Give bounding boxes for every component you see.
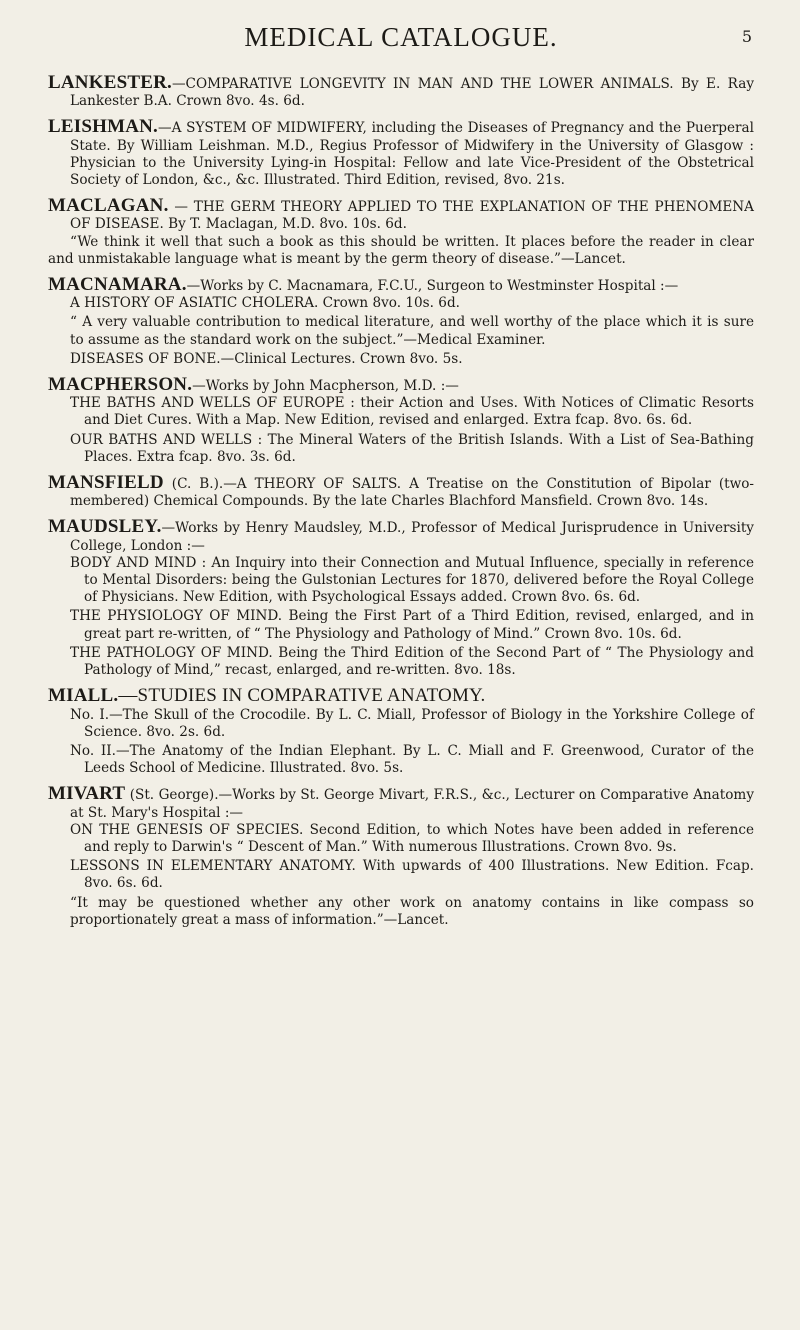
entry-maclagan [48, 197, 754, 268]
review-quote: “We think it well that such a book as this should be written. It places before the reader in clear and unmistakable language what is meant by the germ theory of disease.”—Lancet. [48, 233, 754, 267]
running-title: MEDICAL CATALOGUE. [244, 22, 558, 52]
works-list [70, 295, 754, 368]
works-list [70, 707, 754, 778]
entry-text: (C. B.).—A THEORY OF SALTS. A Treatise on the Constitution of Bipolar (two-membered) Chemical Compounds. By the late Charles Blachford Mansfield. Crown 8vo. 14s. [70, 476, 754, 510]
entry-leishman [48, 118, 754, 189]
entry-text: —Works by John Macpherson, M.D. :— [192, 378, 459, 395]
entry-heading: MACNAMARA. [48, 274, 187, 296]
work-item: BODY AND MIND : An Inquiry into their Connection and Mutual Influence, specially in reference to Mental Disorders: being the Gulstonian Lectures for 1870, delivered before the Royal College of Physicians. New Edition, with Psychological Essays added. Crown 8vo. 6s. 6d. [70, 554, 754, 606]
work-item: THE PATHOLOGY OF MIND. Being the Third Edition of the Second Part of “ The Physiology and Pathology of Mind,” recast, enlarged, and re-written. 8vo. 18s. [70, 644, 754, 679]
entry-text: —STUDIES IN COMPARATIVE ANATOMY. [118, 685, 486, 707]
work-item: THE BATHS AND WELLS OF EUROPE : their Action and Uses. With Notices of Climatic Resorts and Diet Cures. With a Map. New Edition, revised and enlarged. Extra fcap. 8vo. 6s. 6d. [70, 395, 754, 429]
entry-text: (St. George).—Works by St. George Mivart, F.R.S., &c., Lecturer on Comparative Anatomy at St. Mary's Hospital :— [70, 787, 754, 821]
entry-text: —A SYSTEM OF MIDWIFERY, including the Diseases of Pregnancy and the Puerperal State. By William Leishman. M.D., Regius Professor of Midwifery in the University of Glasgow : Physician to the University Lying-in Hospital: Fellow and late Vice-President of the Obstetrical Society of London, &c., &c. Illustrated. Third Edition, revised, 8vo. 21s. [70, 120, 754, 189]
entry-heading: MACLAGAN. [48, 195, 169, 217]
entry-heading: MANSFIELD [48, 472, 164, 494]
entry-heading: MACPHERSON. [48, 374, 193, 396]
work-item: No. II.—The Anatomy of the Indian Elephant. By L. C. Miall and F. Greenwood, Curator of the Leeds School of Medicine. Illustrated. 8vo. 5s. [70, 742, 754, 777]
works-list [70, 822, 754, 929]
catalogue-entries [48, 74, 754, 929]
work-item: ON THE GENESIS OF SPECIES. Second Edition, to which Notes have been added in reference and reply to Darwin's “ Descent of Man.” With numerous Illustrations. Crown 8vo. 9s. [70, 821, 754, 855]
entry-lankester [48, 74, 754, 110]
entry-mansfield [48, 474, 754, 510]
entry-macnamara [48, 276, 754, 368]
work-item: DISEASES OF BONE.—Clinical Lectures. Crown 8vo. 5s. [70, 350, 463, 367]
entry-macpherson [48, 376, 754, 466]
entry-text: —Works by C. Macnamara, F.C.U., Surgeon to Westminster Hospital :— [186, 278, 679, 295]
entry-heading: MIALL. [48, 685, 119, 707]
works-list [70, 395, 754, 466]
running-head [48, 16, 754, 58]
work-item: A HISTORY OF ASIATIC CHOLERA. Crown 8vo. 10s. 6d. [70, 295, 460, 312]
entry-heading: LEISHMAN. [48, 116, 159, 138]
work-item: OUR BATHS AND WELLS : The Mineral Waters of the British Islands. With a List of Sea-Bathing Places. Extra fcap. 8vo. 3s. 6d. [70, 431, 754, 465]
works-list [70, 555, 754, 679]
entry-text: —Works by Henry Maudsley, M.D., Professor of Medical Jurisprudence in University College, London :— [70, 520, 754, 554]
review-quote: “It may be questioned whether any other work on anatomy contains in like compass so proportionately great a mass of information.”—Lancet. [70, 894, 754, 928]
entry-maudsley [48, 518, 754, 679]
entry-heading: MAUDSLEY. [48, 516, 162, 538]
work-item: LESSONS IN ELEMENTARY ANATOMY. With upwards of 400 Illustrations. New Edition. Fcap. 8vo. 6s. 6d. [70, 858, 754, 892]
entry-text: — THE GERM THEORY APPLIED TO THE EXPLANATION OF THE PHENOMENA OF DISEASE. By T. Maclagan, M.D. 8vo. 10s. 6d. [70, 199, 754, 233]
entry-text: —COMPARATIVE LONGEVITY IN MAN AND THE LOWER ANIMALS. By E. Ray Lankester B.A. Crown 8vo. 4s. 6d. [70, 76, 754, 110]
entry-mivart [48, 785, 754, 929]
review-quote: “ A very valuable contribution to medical literature, and well worthy of the place which it is sure to assume as the standard work on the subject.”—Medical Examiner. [70, 314, 754, 348]
page-number: 5 [741, 27, 752, 46]
entry-heading: LANKESTER. [48, 72, 172, 93]
entry-heading: MIVART [48, 783, 126, 805]
work-item: No. I.—The Skull of the Crocodile. By L. C. Miall, Professor of Biology in the Yorkshire College of Science. 8vo. 2s. 6d. [70, 706, 754, 740]
work-item: THE PHYSIOLOGY OF MIND. Being the First Part of a Third Edition, revised, enlarged, and in great part re-written, of “ The Physiology and Pathology of Mind.” Crown 8vo. 10s. 6d. [70, 608, 754, 642]
entry-miall [48, 687, 754, 777]
